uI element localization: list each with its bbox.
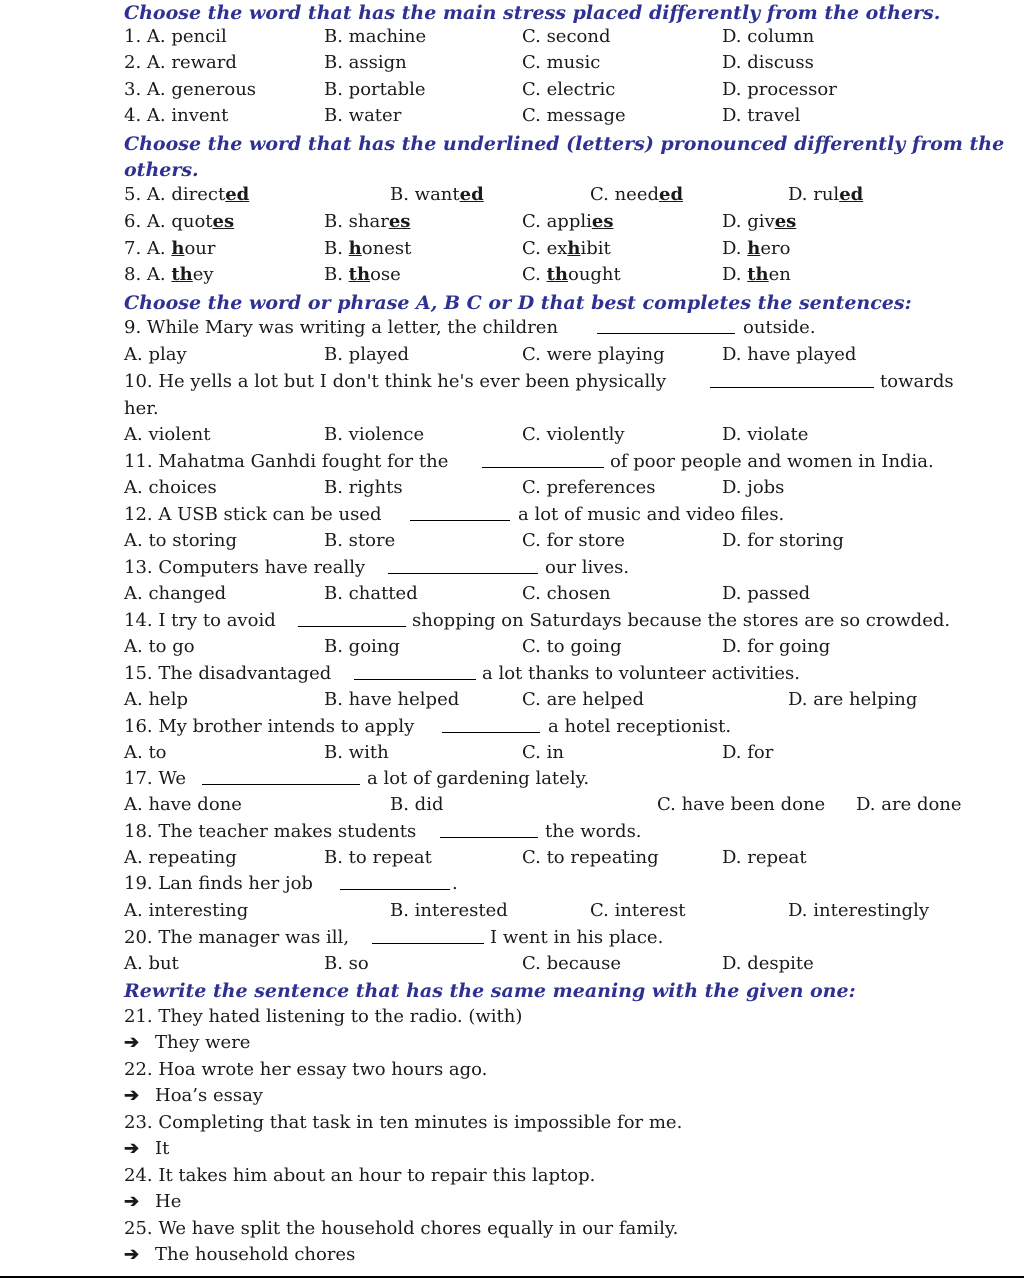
option-d: D. travel: [722, 105, 801, 126]
section-heading-rewrite: Rewrite the sentence that has the same meaning with the given one:: [124, 980, 856, 1002]
answer-blank: [597, 315, 735, 342]
option-b: B. violence: [324, 424, 425, 445]
rewrite-question: 21. They hated listening to the radio. (with): [124, 1006, 523, 1027]
option-a: A. choices: [124, 477, 217, 498]
question-8: [0, 262, 1024, 288]
option-d: D. jobs: [722, 477, 785, 498]
option-d: D. processor: [722, 79, 837, 100]
question-text: 17. We: [124, 768, 187, 789]
option-b: B. rights: [324, 477, 403, 498]
option-d: D. gives: [722, 211, 797, 232]
question-text: 18. The teacher makes students: [124, 821, 417, 842]
question-5: [0, 182, 1024, 208]
question-18: [0, 819, 1024, 845]
section-heading-stress: Choose the word that has the main stress placed differently from the others.: [124, 2, 941, 24]
rewrite-start: Hoa’s essay: [155, 1085, 263, 1106]
option-b: B. water: [324, 105, 402, 126]
question-text-end: our lives.: [545, 557, 630, 578]
option-c: C. electric: [522, 79, 616, 100]
option-a: 2. A. reward: [124, 52, 237, 73]
question-14-options: [0, 634, 1024, 660]
option-b: B. wanted: [390, 184, 484, 205]
question-text-end: .: [452, 873, 458, 894]
option-a: 3. A. generous: [124, 79, 257, 100]
option-d: D. then: [722, 264, 791, 285]
answer-blank: [340, 871, 450, 898]
option-d: D. for storing: [722, 530, 844, 551]
option-a: 7. A. hour: [124, 238, 216, 259]
rewrite-start: It: [155, 1138, 170, 1159]
option-a: 5. A. directed: [124, 184, 250, 205]
option-b: B. have helped: [324, 689, 460, 710]
underlined-letters: h: [348, 238, 362, 259]
rewrite-22-start: [0, 1083, 1024, 1109]
option-c: C. applies: [522, 211, 614, 232]
rewrite-start: He: [155, 1191, 182, 1212]
question-13: [0, 555, 1024, 581]
question-12: [0, 502, 1024, 528]
option-b: B. store: [324, 530, 396, 551]
underlined-letters: ed: [839, 184, 864, 205]
question-19-options: [0, 898, 1024, 924]
question-text-end: shopping on Saturdays because the stores are so crowded.: [412, 610, 951, 631]
option-b: B. honest: [324, 238, 412, 259]
option-a: A. repeating: [124, 847, 237, 868]
section-heading-pronunciation: Choose the word that has the underlined (letters) pronounced differently from the: [124, 133, 1005, 155]
option-c: C. exhibit: [522, 238, 611, 259]
question-text: 11. Mahatma Ganhdi fought for the: [124, 451, 449, 472]
answer-blank: [410, 502, 510, 529]
question-6: [0, 209, 1024, 235]
rewrite-23: [0, 1110, 1024, 1136]
question-2: [0, 50, 1024, 76]
option-a: A. to storing: [124, 530, 238, 551]
option-d: D. for going: [722, 636, 831, 657]
question-10-options: [0, 422, 1024, 448]
option-c: C. interest: [590, 900, 686, 921]
underlined-letters: es: [212, 211, 235, 232]
option-a: A. to: [124, 742, 167, 763]
underlined-letters: es: [591, 211, 614, 232]
option-b: B. did: [390, 794, 444, 815]
section-heading-pronunciation-cont: others.: [124, 159, 199, 181]
question-text: 9. While Mary was writing a letter, the children: [124, 317, 559, 338]
option-a: A. but: [124, 953, 179, 974]
question-text-end: a lot of gardening lately.: [367, 768, 590, 789]
question-10-cont: [0, 396, 1024, 422]
question-text-end: of poor people and women in India.: [610, 451, 934, 472]
question-text: 14. I try to avoid: [124, 610, 276, 631]
option-a: A. interesting: [124, 900, 249, 921]
option-c: C. needed: [590, 184, 684, 205]
option-b: B. with: [324, 742, 389, 763]
option-a: 1. A. pencil: [124, 26, 227, 47]
question-17: [0, 766, 1024, 792]
question-text-end: a lot thanks to volunteer activities.: [482, 663, 800, 684]
arrow-right-icon: ➔: [124, 1085, 140, 1106]
rewrite-23-start: [0, 1136, 1024, 1162]
underlined-letters: th: [348, 264, 371, 285]
underlined-letters: ed: [225, 184, 250, 205]
option-b: B. interested: [390, 900, 508, 921]
option-d: D. hero: [722, 238, 791, 259]
question-11-options: [0, 475, 1024, 501]
option-d: D. interestingly: [788, 900, 929, 921]
question-text: 19. Lan finds her job: [124, 873, 313, 894]
rewrite-start: The household chores: [155, 1244, 356, 1265]
option-d: D. violate: [722, 424, 809, 445]
question-16-options: [0, 740, 1024, 766]
option-b: B. machine: [324, 26, 427, 47]
question-14: [0, 608, 1024, 634]
arrow-right-icon: ➔: [124, 1032, 140, 1053]
option-a: A. to go: [124, 636, 195, 657]
question-16: [0, 714, 1024, 740]
question-text: 15. The disadvantaged: [124, 663, 332, 684]
question-text-end: outside.: [743, 317, 816, 338]
underlined-letters: h: [747, 238, 761, 259]
underlined-letters: th: [171, 264, 193, 285]
underlined-letters: h: [171, 238, 185, 259]
option-c: C. are helped: [522, 689, 644, 710]
question-text-end: a lot of music and video files.: [518, 504, 785, 525]
answer-blank: [440, 819, 538, 846]
option-b: B. played: [324, 344, 410, 365]
underlined-letters: es: [388, 211, 411, 232]
option-d: D. for: [722, 742, 774, 763]
option-d: D. despite: [722, 953, 814, 974]
option-c: C. for store: [522, 530, 625, 551]
question-text: 12. A USB stick can be used: [124, 504, 382, 525]
underlined-letters: h: [567, 238, 581, 259]
answer-blank: [202, 766, 360, 793]
bottom-rule: [0, 1276, 1024, 1278]
option-a: 6. A. quotes: [124, 211, 235, 232]
question-18-options: [0, 845, 1024, 871]
section-heading-complete: Choose the word or phrase A, B C or D that best completes the sentences:: [124, 292, 912, 314]
question-text-cont: her.: [124, 398, 159, 419]
question-17-options: [0, 792, 1024, 818]
option-d: D. passed: [722, 583, 811, 604]
underlined-letters: ed: [659, 184, 684, 205]
option-c: C. because: [522, 953, 622, 974]
rewrite-start: They were: [155, 1032, 251, 1053]
answer-blank: [710, 369, 874, 396]
option-c: C. have been done: [657, 794, 826, 815]
rewrite-24-start: [0, 1189, 1024, 1215]
option-c: C. chosen: [522, 583, 611, 604]
option-b: B. shares: [324, 211, 411, 232]
question-15-options: [0, 687, 1024, 713]
rewrite-24: [0, 1163, 1024, 1189]
question-20: [0, 925, 1024, 951]
option-d: D. have played: [722, 344, 857, 365]
question-20-options: [0, 951, 1024, 977]
rewrite-22: [0, 1057, 1024, 1083]
question-text: 20. The manager was ill,: [124, 927, 350, 948]
rewrite-question: 24. It takes him about an hour to repair this laptop.: [124, 1165, 596, 1186]
question-text: 16. My brother intends to apply: [124, 716, 415, 737]
answer-blank: [442, 714, 540, 741]
option-d: D. column: [722, 26, 815, 47]
option-b: B. so: [324, 953, 369, 974]
question-12-options: [0, 528, 1024, 554]
question-13-options: [0, 581, 1024, 607]
option-b: B. portable: [324, 79, 426, 100]
option-c: C. message: [522, 105, 626, 126]
option-a: A. help: [124, 689, 188, 710]
option-c: C. thought: [522, 264, 621, 285]
answer-blank: [372, 925, 484, 952]
underlined-letters: th: [546, 264, 568, 285]
question-9: [0, 315, 1024, 341]
rewrite-question: 23. Completing that task in ten minutes is impossible for me.: [124, 1112, 683, 1133]
question-4: [0, 103, 1024, 129]
answer-blank: [354, 661, 476, 688]
question-text: 10. He yells a lot but I don't think he's ever been physically: [124, 371, 667, 392]
question-11: [0, 449, 1024, 475]
rewrite-question: 22. Hoa wrote her essay two hours ago.: [124, 1059, 488, 1080]
option-b: B. to repeat: [324, 847, 432, 868]
rewrite-question: 25. We have split the household chores equally in our family.: [124, 1218, 679, 1239]
question-9-options: [0, 342, 1024, 368]
option-b: B. going: [324, 636, 400, 657]
answer-blank: [482, 449, 604, 476]
option-c: C. to repeating: [522, 847, 659, 868]
underlined-letters: es: [774, 211, 797, 232]
option-b: B. chatted: [324, 583, 418, 604]
option-d: D. discuss: [722, 52, 814, 73]
option-c: C. to going: [522, 636, 622, 657]
option-a: A. play: [124, 344, 187, 365]
underlined-letters: th: [747, 264, 769, 285]
option-c: C. music: [522, 52, 601, 73]
question-7: [0, 236, 1024, 262]
option-c: C. preferences: [522, 477, 656, 498]
option-a: A. changed: [124, 583, 227, 604]
option-d: D. are done: [856, 794, 962, 815]
rewrite-21: [0, 1004, 1024, 1030]
option-c: C. second: [522, 26, 611, 47]
option-a: 8. A. they: [124, 264, 214, 285]
question-text-end: I went in his place.: [490, 927, 664, 948]
question-text-end: the words.: [545, 821, 642, 842]
arrow-right-icon: ➔: [124, 1191, 140, 1212]
option-b: B. assign: [324, 52, 407, 73]
question-text-end: towards: [880, 371, 954, 392]
option-b: B. those: [324, 264, 401, 285]
arrow-right-icon: ➔: [124, 1138, 140, 1159]
question-15: [0, 661, 1024, 687]
option-a: A. have done: [124, 794, 242, 815]
question-10: [0, 369, 1024, 395]
question-3: [0, 77, 1024, 103]
rewrite-25: [0, 1216, 1024, 1242]
answer-blank: [388, 555, 538, 582]
underlined-letters: ed: [459, 184, 484, 205]
option-a: 4. A. invent: [124, 105, 229, 126]
rewrite-25-start: [0, 1242, 1024, 1268]
option-c: C. were playing: [522, 344, 665, 365]
option-c: C. in: [522, 742, 564, 763]
question-1: [0, 24, 1024, 50]
answer-blank: [298, 608, 406, 635]
option-a: A. violent: [124, 424, 211, 445]
option-d: D. repeat: [722, 847, 807, 868]
question-19: [0, 871, 1024, 897]
arrow-right-icon: ➔: [124, 1244, 140, 1265]
rewrite-21-start: [0, 1030, 1024, 1056]
question-text-end: a hotel receptionist.: [548, 716, 732, 737]
question-text: 13. Computers have really: [124, 557, 366, 578]
option-c: C. violently: [522, 424, 625, 445]
option-d: D. are helping: [788, 689, 918, 710]
option-d: D. ruled: [788, 184, 864, 205]
